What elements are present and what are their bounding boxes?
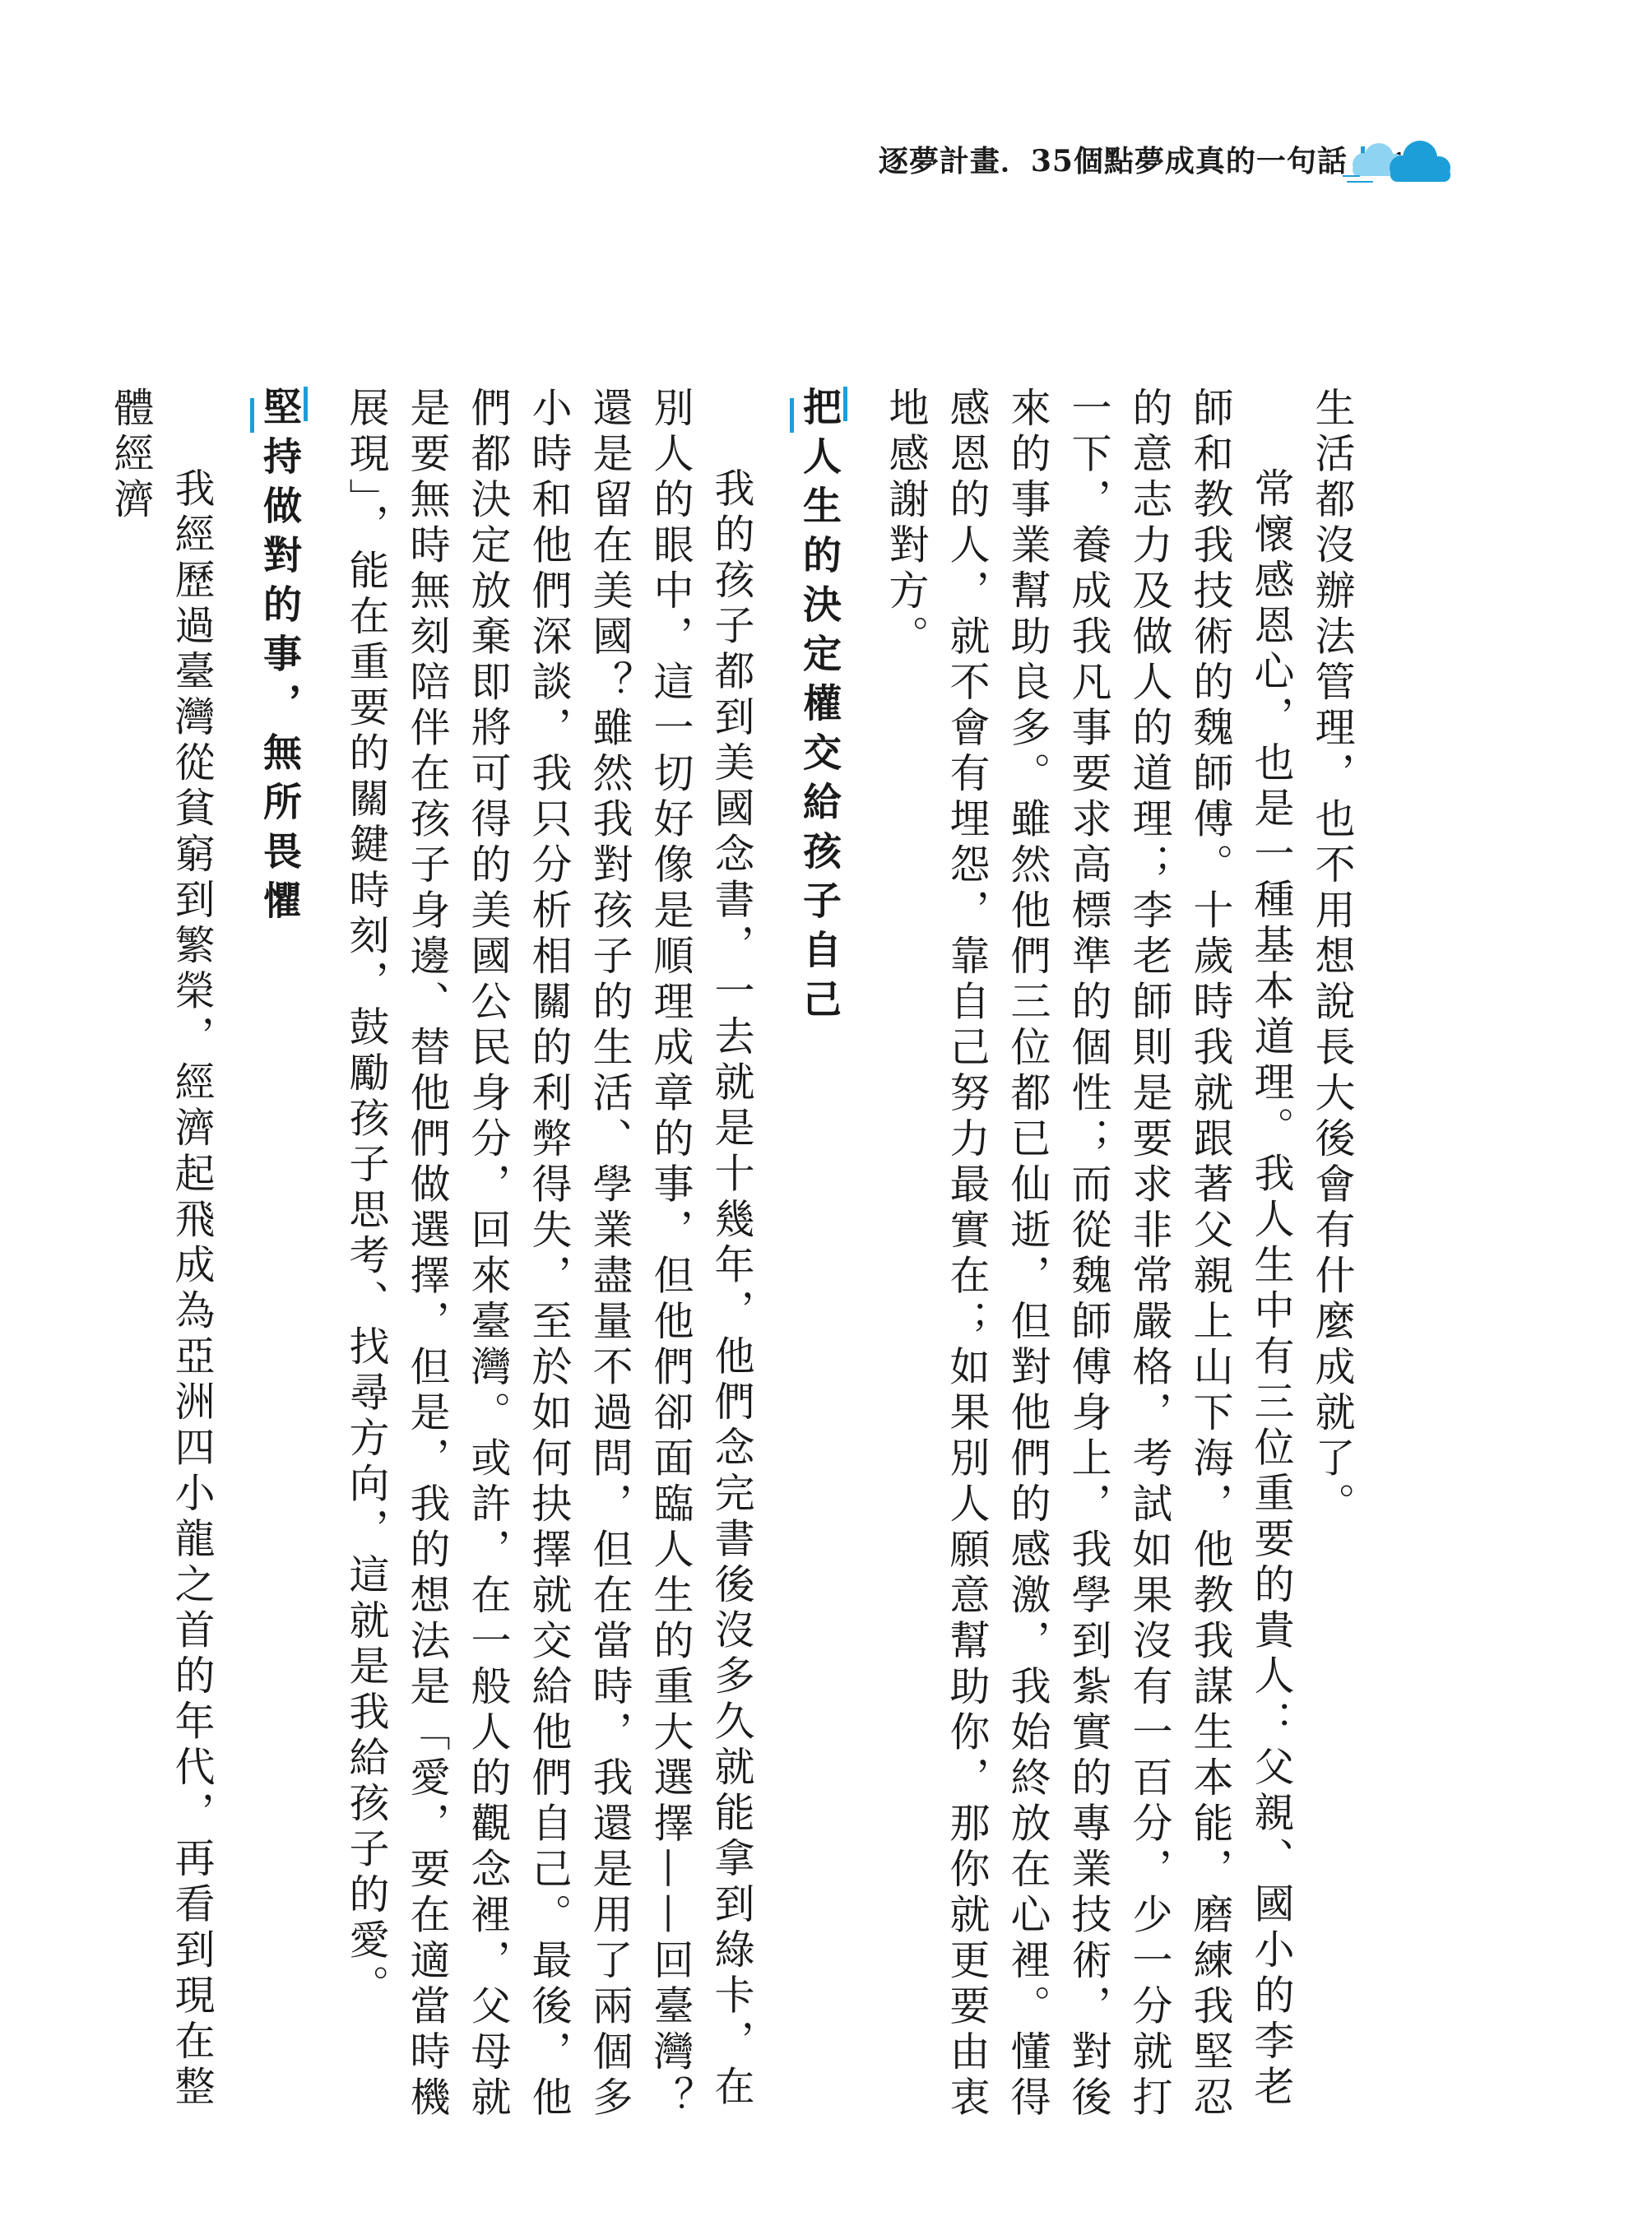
paragraph: 生活都沒辦法管理，也不用想說長大後會有什麼成就了。	[1309, 387, 1356, 1528]
section-heading-text: 把人生的決定權交給孩子自己	[796, 387, 842, 1028]
paragraph: 我經歷過臺灣從貧窮到繁榮，經濟起飛成為亞洲四小龍之首的年代，再看到現在整體經濟	[108, 387, 216, 2111]
running-header	[878, 144, 1422, 179]
book-title: 逐夢計畫．35個點夢成真的一句話	[878, 144, 1348, 179]
cloud-icon	[1343, 140, 1451, 191]
article-body	[100, 387, 1362, 2131]
paragraph: 常懷感恩心，也是一種基本道理。我人生中有三位重要的貴人：父親、國小的李老師和教我技術的魏師傅。十歲時我就跟著父親上山下海，他教我謀生本能，磨練我堅忍的意志力及做人的道理；李老師則是要求非常嚴格，考試如果沒有一百分，少一分就打一下，養成我凡事要求高標準的個性；而從魏師傅身上，我學到紮實的專業技術，對後來的事業幫助良多。雖然他們三位都已仙逝，但對他們的感激，我始終放在心裡。懂得感恩的人，就不會有埋怨，靠自己努力最實在；如果別人願意幫助你，那你就更要由衷地感謝對方。	[883, 387, 1295, 2121]
heading-rule	[304, 387, 308, 421]
section-heading	[790, 387, 847, 2131]
heading-rule	[843, 387, 847, 421]
section-heading	[250, 387, 308, 2131]
paragraph: 我的孩子都到美國念書，一去就是十幾年，他們念完書後沒多久就能拿到綠卡，在別人的眼中，這一切好像是順理成章的事，但他們卻面臨人生的重大選擇——回臺灣？還是留在美國？雖然我對孩子的生活、學業盡量不過問，但在當時，我還是用了兩個多小時和他們深談，我只分析相關的利弊得失，至於如何抉擇就交給他們自己。最後，他們都決定放棄即將可得的美國公民身分，回來臺灣。或許，在一般人的觀念裡，父母就是要無時無刻陪伴在孩子身邊、替他們做選擇，但是，我的想法是「愛，要在適當時機展現」，能在重要的關鍵時刻，鼓勵孩子思考、找尋方向，這就是我給孩子的愛。	[343, 387, 755, 2121]
section-heading-text: 堅持做對的事，無所畏懼	[257, 387, 302, 930]
